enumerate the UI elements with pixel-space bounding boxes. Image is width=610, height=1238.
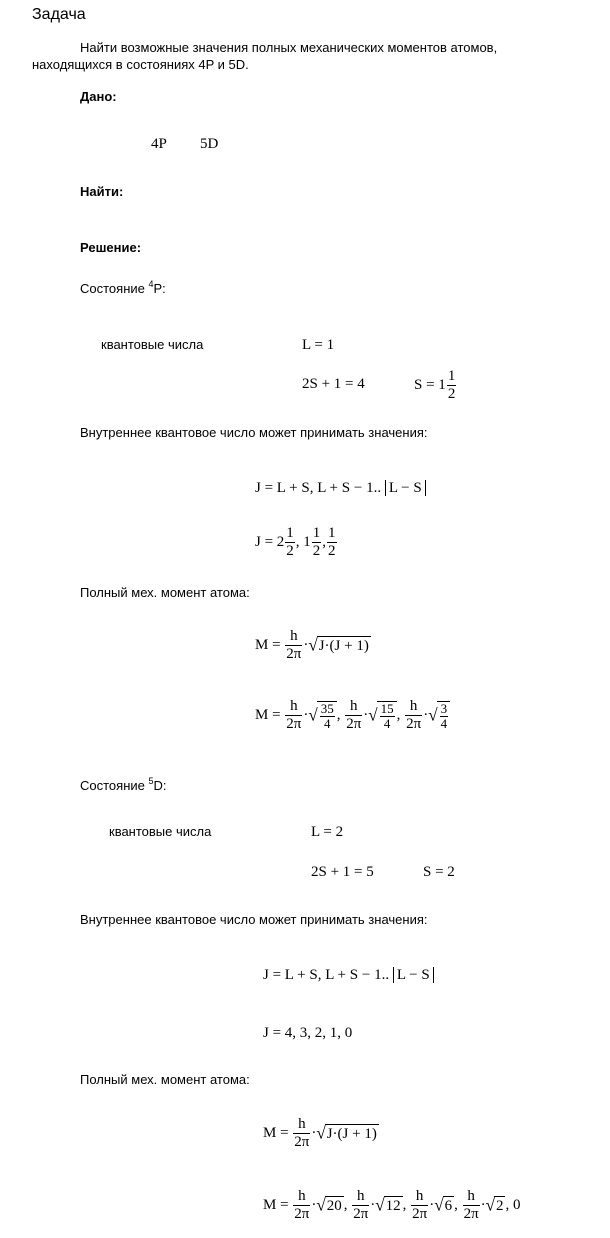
state-1-qn-label: квантовые числа bbox=[101, 337, 204, 352]
state-2-J-general: J = L + S, L + S − 1.. L − S bbox=[263, 967, 434, 984]
state-1-M-term: $\frac{h}{2\pi}$ ·√ $\frac{3}{4}$ bbox=[404, 707, 450, 723]
state-1-inner-label: Внутреннее квантовое число может принимать значения: bbox=[80, 425, 428, 440]
state-2-qn-label: квантовые числа bbox=[109, 824, 212, 839]
state-2-M-term: $\frac{h}{2\pi}$ ·√20 , bbox=[294, 1188, 348, 1222]
state-2-M-values: M = $\frac{h}{2\pi}$ ·√20 , $\frac{h}{2\pi}$ ·√12 , $\frac{h}{2\pi}$ ·√6 , $\frac{h}{2\pi}$ ·√2 , 0 bbox=[263, 1188, 521, 1222]
state-1-J-values: J = 2 $\frac{1}{2}$ , 1 $\frac{1}{2}$ , $\frac{1}{2}$ bbox=[255, 525, 336, 559]
state-1-S: S = 1 $\frac{1}{2}$ bbox=[414, 368, 456, 402]
state-2-L: L = 2 bbox=[311, 824, 344, 840]
state-1-L: L = 1 bbox=[302, 337, 335, 353]
state-1-moment-label: Полный мех. момент атома: bbox=[80, 585, 250, 600]
state-2-multiplicity: 2S + 1 = 5 bbox=[311, 864, 374, 880]
state-2-M-term: $\frac{h}{2\pi}$ ·√12 , bbox=[353, 1188, 407, 1222]
state-2-M-term: $\frac{h}{2\pi}$ ·√6 , bbox=[412, 1188, 458, 1222]
state-2-moment-label: Полный мех. момент атома: bbox=[80, 1072, 250, 1087]
problem-text-line-2: находящихся в состояниях 4P и 5D. bbox=[32, 57, 249, 72]
given-term-2: 5D bbox=[200, 136, 219, 152]
state-1-multiplicity: 2S + 1 = 4 bbox=[302, 376, 365, 392]
solution-label: Решение: bbox=[80, 240, 142, 255]
state-2-M-term: $\frac{h}{2\pi}$ ·√2 , 0 bbox=[463, 1188, 521, 1222]
state-1-M-term: $\frac{h}{2\pi}$ ·√ $\frac{15}{4}$ , bbox=[346, 698, 401, 732]
state-1-J-general: J = L + S, L + S − 1.. L − S bbox=[255, 480, 426, 497]
page-title: Задача bbox=[32, 6, 86, 23]
state-1-heading: Состояние $^4$P: bbox=[80, 279, 166, 296]
state-1-M-values: M = $\frac{h}{2\pi}$ ·√ $\frac{35}{4}$ , $\frac{h}{2\pi}$ ·√ $\frac{15}{4}$ , $\frac{h}{2\pi}$ ·√ $\frac{3}{4}$ bbox=[255, 698, 450, 733]
state-1-M-term: $\frac{h}{2\pi}$ ·√ $\frac{35}{4}$ , bbox=[286, 698, 341, 732]
problem-text-line-1: Найти возможные значения полных механических моментов атомов, bbox=[80, 40, 498, 55]
find-label: Найти: bbox=[80, 184, 124, 199]
state-2-heading: Состояние $^5$D: bbox=[80, 776, 167, 793]
state-2-M-general: M = $\frac{h}{2\pi}$ ·√J·(J + 1) bbox=[263, 1116, 377, 1150]
given-label: Дано: bbox=[80, 89, 117, 104]
state-1-M-general: M = $\frac{h}{2\pi}$ ·√J·(J + 1) bbox=[255, 628, 369, 662]
given-term-1: 4P bbox=[151, 136, 167, 152]
state-2-inner-label: Внутреннее квантовое число может принимать значения: bbox=[80, 912, 428, 927]
state-2-J-values: J = 4, 3, 2, 1, 0 bbox=[263, 1025, 353, 1041]
state-2-S: S = 2 bbox=[423, 864, 455, 880]
